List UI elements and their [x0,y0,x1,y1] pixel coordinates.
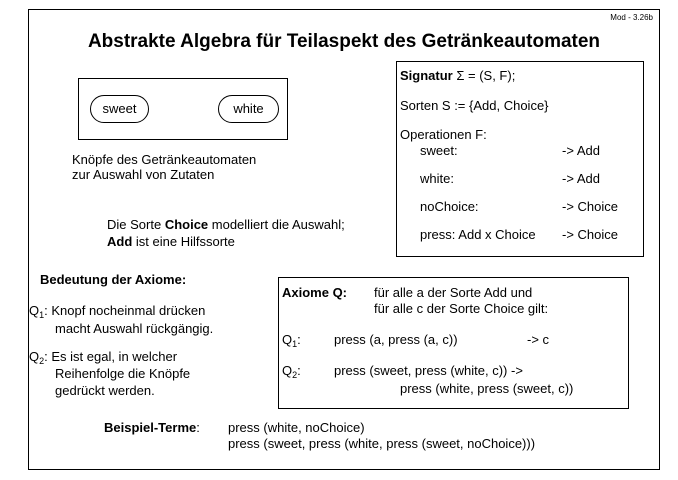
examples-label: Beispiel-Terme [104,420,197,435]
slide [28,9,660,470]
op-nochoice-name: noChoice: [420,199,479,214]
signature-box [396,61,644,257]
white-button-drawing: white [218,95,279,123]
example-term-1: press (white, noChoice) [228,420,365,435]
axiom-q2-letter: Q [282,363,293,378]
meaning-q1-subscript: 1 [39,310,45,320]
axiom-q2-colon: : [297,363,301,378]
examples-colon: : [196,420,200,435]
meaning-q2-subscript: 2 [39,356,45,366]
axiom-q1-label [282,332,301,352]
meaning-q2-text: : Es ist egal, in welcher [44,349,178,364]
axioms-quantifier-2: für alle c der Sorte Choice gilt: [374,301,549,316]
sort-add-name: Add [107,234,133,249]
axioms-quantifier-1: für alle a der Sorte Add und [374,285,533,300]
op-white-name: white: [420,171,454,186]
buttons-caption-line-1: Knöpfe des Getränkeautomaten [72,152,257,167]
meaning-q1-line-1 [29,303,205,323]
meaning-q2-line-2: Reihenfolge die Knöpfe [55,366,191,381]
sort-note-line-1 [107,217,345,232]
sort-note-line-2 [107,234,235,249]
axiom-q2-rhs: press (white, press (sweet, c)) [400,381,574,396]
axiom-q1-lhs: press (a, press (a, c)) [334,332,458,347]
op-press-type: -> Choice [562,227,618,242]
buttons-caption-line-2: zur Auswahl von Zutaten [72,167,215,182]
meaning-q1-text: : Knopf nocheinmal drücken [44,303,206,318]
signature-heading [400,68,515,83]
axiom-q1-letter: Q [282,332,293,347]
axioms-label: Axiome Q: [282,285,348,300]
op-sweet-name: sweet: [420,143,458,158]
axiom-q1-rhs: -> c [527,332,550,347]
buttons-illustration [78,78,288,140]
op-sweet-type: -> Add [562,143,600,158]
axiom-q2-lhs: press (sweet, press (white, c)) -> [334,363,523,378]
sort-choice-name: Choice [164,217,209,232]
meaning-q2-label: Q [29,349,40,364]
signature-label: Signatur [400,68,453,83]
sorts-definition: Sorten S := {Add, Choice} [400,98,549,113]
axiom-q1-subscript: 1 [292,339,298,349]
op-press-name: press: Add x Choice [420,227,536,242]
sweet-button-drawing: sweet [90,95,149,123]
axioms-box [278,277,629,409]
slide-title: Abstrakte Algebra für Teilaspekt des Getränkeautomaten [87,31,601,52]
meaning-heading: Bedeutung der Axiome: [40,272,187,287]
axiom-q2-subscript: 2 [292,370,298,380]
examples-heading [104,420,200,435]
meaning-q1-line-2: macht Auswahl rückgängig. [55,321,214,336]
operations-heading: Operationen F: [400,127,487,142]
meaning-q2-line-3: gedrückt werden. [55,383,155,398]
sort-note-text: ist eine Hilfssorte [132,234,235,249]
meaning-q1-label: Q [29,303,40,318]
page-id: Mod - 3.26b [610,13,653,22]
example-term-2: press (sweet, press (white, press (sweet, noChoice))) [228,436,536,451]
axiom-q1-colon: : [297,332,301,347]
axiom-q2-label [282,363,301,383]
op-nochoice-type: -> Choice [562,199,618,214]
sort-note-text: Die Sorte [107,217,165,232]
op-white-type: -> Add [562,171,600,186]
signature-definition: Σ = (S, F); [452,68,516,83]
sort-note-text: modelliert die Auswahl; [208,217,345,232]
